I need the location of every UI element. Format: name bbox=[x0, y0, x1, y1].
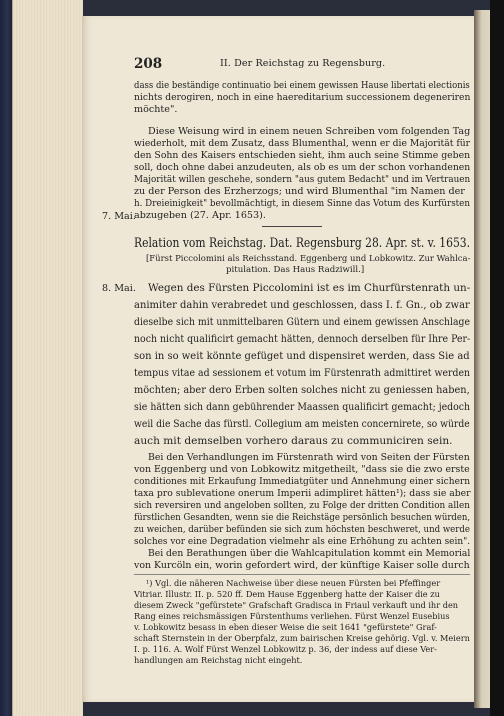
text-line: sie hätten sich dann gebührender Maassen qualificirt gemacht; jedoch bbox=[134, 401, 471, 413]
footnote-line: diesem Zweck "gefürstete" Grafschaft Gradisca in Friaul verkauft und ihr den bbox=[134, 600, 459, 610]
text-line: h. Dreieinigkeit" bevollmächtigt, in diesem Sinne das Votum des Kurfürsten bbox=[134, 198, 470, 209]
text-line: wiederholt, mit dem Zusatz, dass Blumenthal, wenn er die Majorität für bbox=[134, 138, 471, 149]
scan-border bbox=[490, 0, 504, 716]
footnote-line: ¹) Vgl. die näheren Nachweise über diese neuen Fürsten bei Pfeffinger bbox=[146, 578, 441, 588]
footnote-rule bbox=[134, 574, 470, 575]
section-title: Relation vom Reichstag. Dat. Regensburg 28. Apr. st. v. 1653. bbox=[134, 236, 471, 251]
text-line: taxa pro sublevatione onerum Imperii adimpliret hätten¹); dass sie aber bbox=[134, 488, 471, 499]
text-line: Diese Weisung wird in einem neuen Schreiben vom folgenden Tag bbox=[148, 126, 471, 137]
text-line: dass die beständige continuatio bei einem gewissen Hause libertati electionis bbox=[134, 80, 470, 91]
book-spine bbox=[0, 0, 12, 716]
text-line: möchte". bbox=[134, 104, 178, 115]
footnote-line: Vitriar. Illustr. II. p. 520 ff. Dem Hause Eggenberg hatte der Kaiser die zu bbox=[134, 589, 440, 599]
section-summary: [Fürst Piccolomini als Reichsstand. Eggenberg und Lobkowitz. Zur Wahlca- bbox=[146, 254, 471, 264]
text-line: weil die Sache das fürstl. Collegium am meisten concernirete, so würde bbox=[134, 418, 470, 430]
footnote-line: handlungen am Reichstag nicht eingeht. bbox=[134, 655, 303, 665]
text-line: dieselbe sich mit unmittelbaren Gütern und einem gewissen Anschlage bbox=[134, 316, 471, 328]
text-line: Wegen des Fürsten Piccolomini ist es im Churfürstenrath un- bbox=[148, 282, 471, 294]
text-line: tempus vitae ad sessionem et votum im Fürstenrath admittiret werden bbox=[134, 367, 471, 379]
text-line: Majorität willen geschehe, sondern "aus gutem Bedacht" und im Vertrauen bbox=[134, 174, 471, 185]
page-number: 208 bbox=[134, 56, 163, 72]
text-line: solches vor eine Degradation vielmehr als eine Erhöhung zu achten sein". bbox=[134, 536, 471, 547]
text-line: sich reversiren und angeloben sollten, zu Folge der dritten Condition allen bbox=[134, 500, 470, 511]
text-line: noch nicht qualificirt gemacht hätten, dennoch derselben für Ihre Per- bbox=[134, 333, 471, 345]
footnote-line: I. p. 116. A. Wolf Fürst Wenzel Lobkowitz p. 36, der indess auf diese Ver- bbox=[134, 644, 437, 654]
margin-date: 7. Mai. bbox=[102, 211, 136, 222]
running-title: II. Der Reichstag zu Regensburg. bbox=[220, 58, 386, 69]
text-line: auch mit demselben vorhero daraus zu communiciren sein. bbox=[134, 435, 453, 447]
text-line: son in so weit könnte gefüget und dispensiret werden, dass Sie ad bbox=[134, 350, 470, 362]
text-line: möchten; aber dero Erben solten solches nicht zu geniessen haben, bbox=[134, 384, 470, 396]
text-line: Bei den Berathungen über die Wahlcapitulation kommt ein Memorial bbox=[148, 548, 471, 559]
section-divider bbox=[262, 226, 322, 227]
text-line: von Eggenberg und von Lobkowitz mitgetheilt, "dass sie die zwo erste bbox=[134, 464, 470, 475]
text-line: abzugeben (27. Apr. 1653). bbox=[134, 210, 266, 221]
text-line: von Kurcöln ein, worin gefordert wird, der künftige Kaiser solle durch bbox=[134, 560, 470, 571]
footnote-line: Rang eines reichsmässigen Fürstenthums verliehen. Fürst Wenzel Eusebius bbox=[134, 611, 450, 621]
text-line: fürstlichen Gesandten, wenn sie die Reichstäge persönlich besuchen würden, bbox=[134, 512, 471, 523]
page-stack-left bbox=[12, 0, 83, 716]
section-summary: pitulation. Das Haus Radziwill.] bbox=[226, 265, 365, 275]
text-line: zu der Person des Erzherzogs; und wird Blumenthal "im Namen der bbox=[134, 186, 465, 197]
footnote-line: schaft Sternstein in der Oberpfalz, zum bairischen Kreise gehörig. Vgl. v. Meiern bbox=[134, 633, 470, 643]
text-line: zu weichen, darüber befünden sie sich zum höchsten beschweret, und werde bbox=[134, 524, 470, 535]
margin-date: 8. Mai. bbox=[102, 283, 136, 294]
text-line: Bei den Verhandlungen im Fürstenrath wird von Seiten der Fürsten bbox=[148, 452, 470, 463]
footnote-line: v. Lobkowitz besass in eben dieser Weise die seit 1641 "gefürstete" Graf- bbox=[134, 622, 437, 632]
text-line: animiter dahin verabredet und geschlossen, dass I. f. Gn., ob zwar bbox=[134, 299, 470, 311]
text-line: soll, doch ohne dabei anzudeuten, als ob es um der schon vorhandenen bbox=[134, 162, 471, 173]
text-line: den Sohn des Kaisers entschieden sieht, ihm auch seine Stimme geben bbox=[134, 150, 471, 161]
running-header bbox=[134, 58, 470, 72]
text-line: nichts derogiren, noch in eine haereditarium successionem degeneriren bbox=[134, 92, 471, 103]
text-line: conditiones mit Erkaufung Immediatgüter und Annehmung einer sichern bbox=[134, 476, 471, 487]
